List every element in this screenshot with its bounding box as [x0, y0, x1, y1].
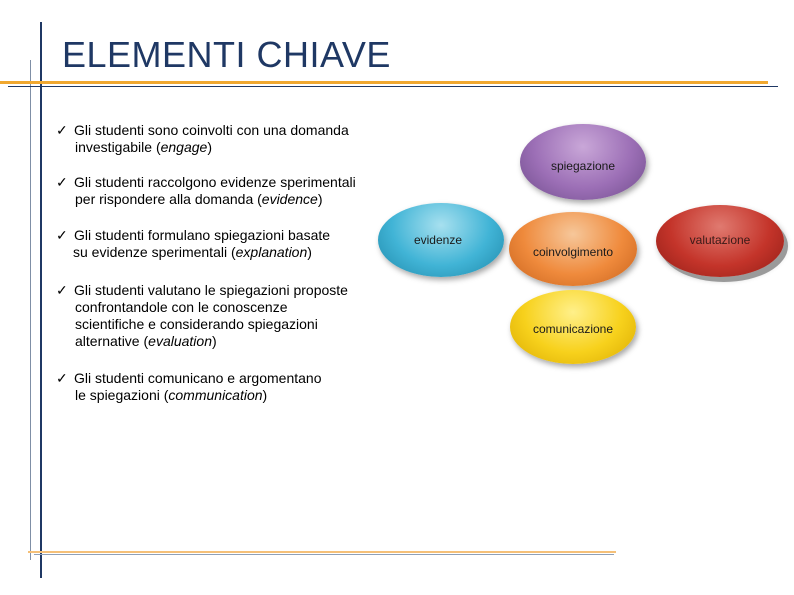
- check-icon: ✓: [56, 174, 68, 190]
- title-underline-blue: [8, 86, 778, 87]
- check-icon: ✓: [56, 227, 68, 243]
- bullet-evidence: ✓ Gli studenti raccolgono evidenze sperimentali per rispondere alla domanda (evidence): [56, 174, 356, 207]
- slide-title: ELEMENTI CHIAVE: [62, 34, 391, 75]
- oval-valutazione: valutazione: [656, 205, 784, 277]
- oval-spiegazione: spiegazione: [520, 124, 646, 200]
- bullet-communication: ✓ Gli studenti comunicano e argomentano le spiegazioni (communication): [56, 370, 322, 403]
- frame-vertical-thin-line: [30, 60, 31, 560]
- bullet-engage: ✓ Gli studenti sono coinvolti con una domanda investigabile (engage): [56, 122, 349, 155]
- footer-line-blue: [34, 554, 614, 555]
- title-underline-orange: [0, 81, 768, 84]
- check-icon: ✓: [56, 122, 68, 138]
- oval-evidenze: evidenze: [378, 203, 504, 277]
- check-icon: ✓: [56, 282, 68, 298]
- oval-coinvolgimento: coinvolgimento: [509, 212, 637, 286]
- frame-vertical-line: [40, 22, 42, 578]
- bullet-evaluation: ✓ Gli studenti valutano le spiegazioni proposte confrontandole con le conoscenze scientifiche e considerando spiegazioni alternative (evaluation): [56, 282, 348, 349]
- check-icon: ✓: [56, 370, 68, 386]
- footer-line-orange: [28, 551, 616, 553]
- bullet-explanation: ✓ Gli studenti formulano spiegazioni basate su evidenze sperimentali (explanation): [56, 227, 331, 260]
- oval-comunicazione: comunicazione: [510, 290, 636, 364]
